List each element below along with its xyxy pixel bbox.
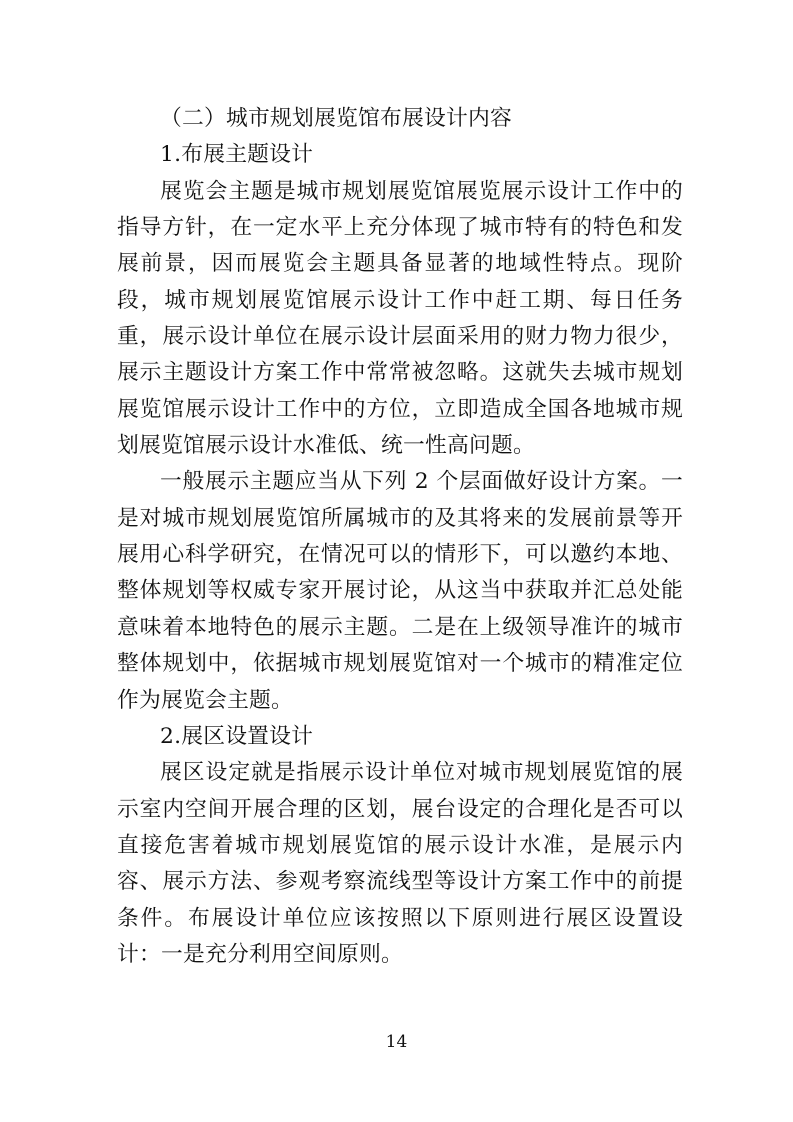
paragraph-exhibition-area: 展区设定就是指展示设计单位对城市规划展览馆的展示室内空间开展合理的区划，展台设定的合理化是否可以直接危害着城市规划展览馆的展示设计水准，是展示内容、展示方法、参观考察流线型等设计方案工作中的前提条件。布展设计单位应该按照以下原则进行展区设置设计：一是充分利用空间原则。 — [117, 760, 683, 967]
paragraph-theme-approach: 一般展示主题应当从下列 2 个层面做好设计方案。一是对城市规划展览馆所属城市的及其将来的发展前景等开展用心科学研究，在情况可以的情形下，可以邀约本地、整体规划等权威专家开展讨论，从这当中获取并汇总处能意味着本地特色的展示主题。二是在上级领导准许的城市整体规划中，依据城市规划展览馆对一个城市的精准定位作为展览会主题。 — [117, 469, 683, 713]
section-heading: （二）城市规划展览馆布展设计内容 — [160, 106, 512, 131]
subheading-layout-theme: 1.布展主题设计 — [160, 142, 314, 168]
page-number: 14 — [385, 1032, 408, 1052]
subheading-exhibition-area: 2.展区设置设计 — [160, 723, 314, 749]
document-body — [117, 101, 683, 973]
paragraph-theme-overview: 展览会主题是城市规划展览馆展览展示设计工作中的指导方针，在一定水平上充分体现了城市特有的特色和发展前景，因而展览会主题具备显著的地域性特点。现阶段，城市规划展览馆展示设计工作中赶工期、每日任务重，展示设计单位在展示设计层面采用的财力物力很少，展示主题设计方案工作中常常被忽略。这就失去城市规划展览馆展示设计工作中的方位，立即造成全国各地城市规划展览馆展示设计水准低、统一性高问题。 — [117, 178, 683, 459]
